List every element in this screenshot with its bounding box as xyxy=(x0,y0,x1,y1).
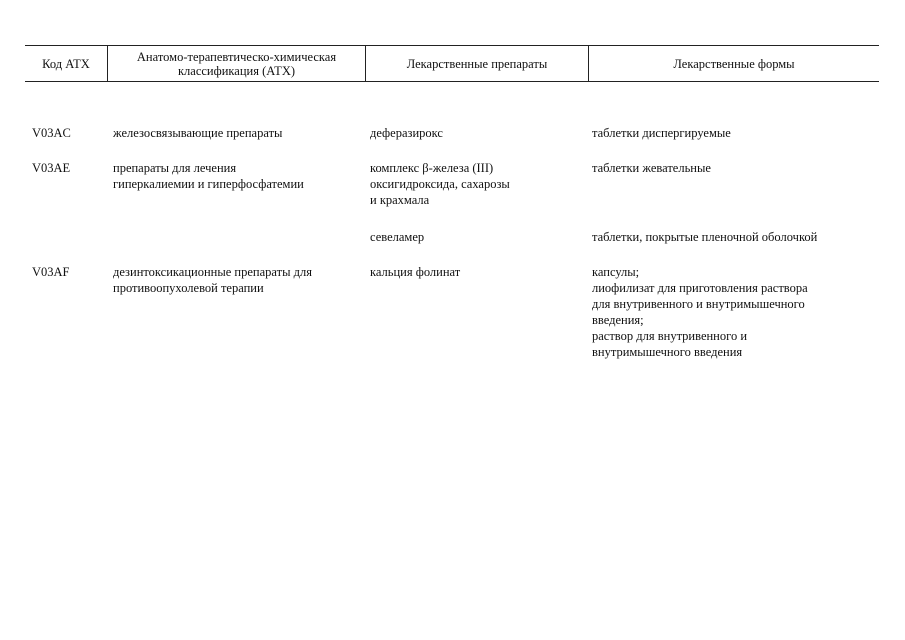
form-line: лиофилизат для приготовления раствора xyxy=(592,281,808,295)
header-classification-line1: Анатомо-терапевтическо-химическая xyxy=(136,49,337,64)
form-line: таблетки диспергируемые xyxy=(592,126,731,140)
drug-cell xyxy=(370,125,585,141)
form-cell xyxy=(592,125,882,141)
classification-cell xyxy=(113,264,363,296)
classification-line: гиперкалиемии и гиперфосфатемии xyxy=(113,177,304,191)
drug-line: комплекс β-железа (III) xyxy=(370,161,494,175)
header-classification xyxy=(108,46,366,81)
header-code-label: Код АТХ xyxy=(42,56,90,71)
drug-cell xyxy=(370,264,585,280)
drug-cell xyxy=(370,229,585,245)
drug-line: севеламер xyxy=(370,230,425,244)
classification-line: противоопухолевой терапии xyxy=(113,281,264,295)
classification-cell xyxy=(113,125,363,141)
header-forms xyxy=(589,46,879,81)
form-line: таблетки, покрытые пленочной оболочкой xyxy=(592,230,818,244)
header-forms-label: Лекарственные формы xyxy=(673,56,795,71)
form-cell xyxy=(592,229,882,245)
drug-line: деферазирокс xyxy=(370,126,443,140)
form-line: капсулы; xyxy=(592,265,640,279)
header-drugs xyxy=(366,46,589,81)
header-code xyxy=(25,46,108,81)
form-cell xyxy=(592,264,882,360)
classification-line: препараты для лечения xyxy=(113,161,237,175)
table-header xyxy=(25,45,879,82)
form-line: таблетки жевательные xyxy=(592,161,711,175)
drug-cell xyxy=(370,160,585,208)
classification-line: железосвязывающие препараты xyxy=(113,126,283,140)
drug-line: и крахмала xyxy=(370,193,430,207)
form-cell xyxy=(592,160,882,176)
header-drugs-label: Лекарственные препараты xyxy=(406,56,548,71)
drug-line: оксигидроксида, сахарозы xyxy=(370,177,510,191)
classification-line: дезинтоксикационные препараты для xyxy=(113,265,312,279)
atc-code: V03AE xyxy=(32,161,71,175)
form-line: раствор для внутривенного и xyxy=(592,329,748,343)
drug-line: кальция фолинат xyxy=(370,265,461,279)
header-classification-line2: классификация (АТХ) xyxy=(177,63,296,78)
classification-cell xyxy=(113,160,363,192)
form-line: введения; xyxy=(592,313,644,327)
atc-code: V03AF xyxy=(32,265,70,279)
form-line: внутримышечного введения xyxy=(592,345,743,359)
atc-code: V03AC xyxy=(32,126,71,140)
form-line: для внутривенного и внутримышечного xyxy=(592,297,805,311)
